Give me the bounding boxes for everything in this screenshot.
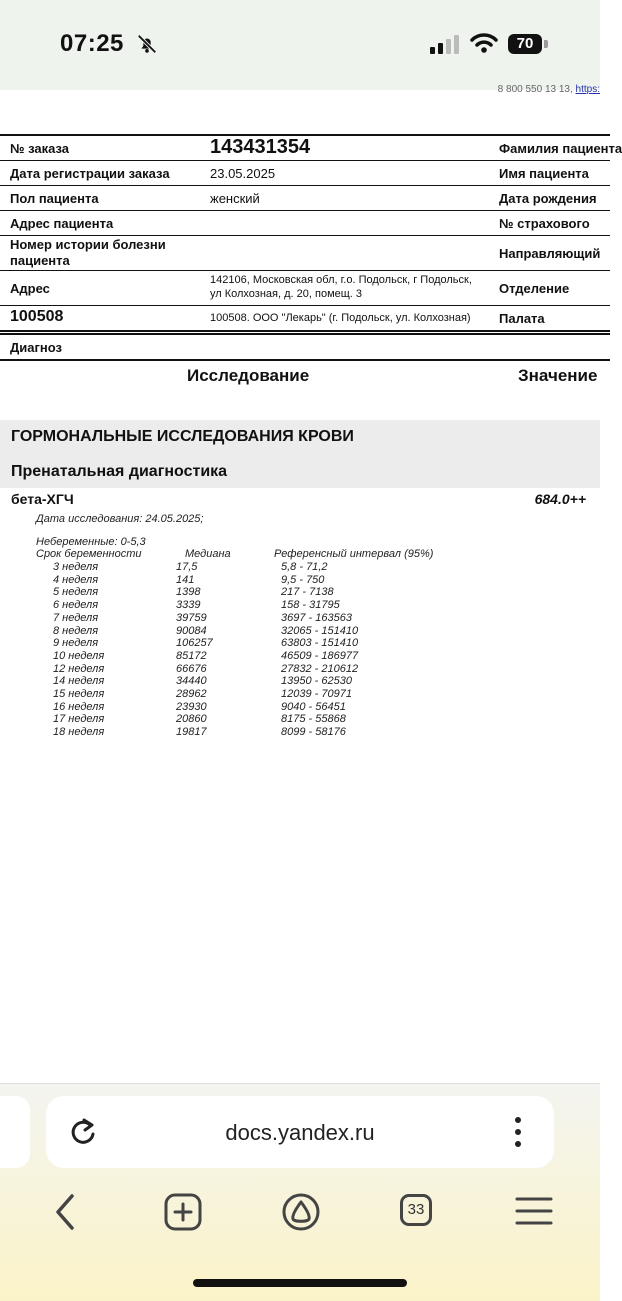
patient-address-label: Адрес пациента — [10, 216, 114, 231]
col-range-header: Референсный интервал (95%) — [274, 548, 434, 560]
ref-term: 16 неделя — [53, 700, 105, 713]
address-line-1: 142106, Московская обл, г.о. Подольск, г Подольск, — [210, 274, 472, 286]
department-label: Отделение — [499, 281, 570, 296]
ref-term: 7 неделя — [53, 611, 99, 624]
ref-range: 3697 - 163563 — [281, 611, 352, 624]
non-pregnant-range: Небеременные: 0-5,3 — [36, 536, 146, 548]
ref-median: 90084 — [176, 624, 207, 637]
ref-term: 12 неделя — [53, 662, 105, 675]
diagnosis-row — [0, 333, 610, 361]
ref-term: 4 неделя — [53, 573, 99, 586]
birth-date-label: Дата рождения — [499, 191, 597, 206]
order-number-label: № заказа — [10, 141, 70, 156]
order-row — [0, 271, 610, 306]
ref-range: 32065 - 151410 — [281, 624, 359, 637]
study-date: Дата исследования: 24.05.2025; — [36, 513, 204, 525]
ref-median: 28962 — [176, 688, 207, 700]
ref-range: 217 - 7138 — [281, 586, 334, 599]
ref-term: 6 неделя — [53, 599, 99, 612]
ref-range: 8175 - 55868 — [281, 713, 346, 726]
reg-date: 23.05.2025 — [210, 166, 276, 181]
address-line-2: ул Колхозная, д. 20, помещ. 3 — [210, 288, 363, 300]
research-header: Исследование — [187, 366, 310, 385]
battery-indicator: 70 — [508, 34, 542, 54]
ref-median: 1398 — [176, 586, 201, 599]
diagnosis-label: Диагноз — [10, 340, 62, 355]
surname-label: Фамилия пациента — [499, 141, 622, 156]
reg-date-label: Дата регистрации заказа — [10, 166, 170, 181]
subgroup-title: Пренатальная диагностика — [11, 463, 228, 480]
ref-term: 15 неделя — [53, 688, 105, 700]
sex-value: женский — [210, 191, 260, 206]
ref-range: 158 - 31795 — [281, 599, 340, 612]
ref-term: 3 неделя — [53, 561, 99, 573]
bell-muted-icon — [136, 33, 158, 55]
ref-term: 8 неделя — [53, 624, 99, 637]
tabs-count-button[interactable]: 33 — [400, 1194, 432, 1226]
history-label-1: Номер истории болезни — [10, 237, 166, 252]
contact-phone: 8 800 550 13 13, — [497, 84, 573, 95]
status-bar — [0, 0, 600, 90]
order-info-table — [0, 134, 622, 332]
alice-assistant-icon[interactable] — [281, 1192, 321, 1232]
order-row — [0, 306, 610, 330]
ref-term: 5 неделя — [53, 586, 99, 599]
order-row — [0, 136, 622, 161]
test-value: 684.0++ — [534, 491, 586, 507]
ref-median: 20860 — [176, 713, 207, 726]
col-median-header: Медиана — [185, 548, 231, 560]
subgroup-band — [0, 454, 600, 488]
order-row — [0, 161, 610, 186]
ref-term: 18 неделя — [53, 726, 105, 739]
history-label-2: пациента — [10, 253, 70, 268]
back-icon[interactable] — [50, 1190, 80, 1234]
home-indicator — [193, 1279, 407, 1287]
ref-median: 23930 — [176, 700, 207, 713]
ref-median: 17,5 — [176, 561, 198, 573]
clinic-code: 100508 — [10, 308, 64, 325]
clock: 07:25 — [60, 30, 124, 57]
order-row — [0, 211, 610, 236]
ref-range: 63803 - 151410 — [281, 637, 359, 650]
clinic-name: 100508. ООО "Лекарь" (г. Подольск, ул. Колхозная) — [210, 312, 471, 324]
ref-range: 5,8 - 71,2 — [281, 561, 328, 573]
contact-line — [498, 84, 600, 95]
order-number: 143431354 — [210, 136, 311, 158]
test-name: бета-ХГЧ — [11, 491, 74, 507]
ref-range: 27832 - 210612 — [281, 662, 359, 675]
order-row — [0, 236, 610, 271]
ref-median: 106257 — [176, 637, 213, 650]
ref-range: 46509 - 186977 — [281, 649, 359, 662]
ref-term: 10 неделя — [53, 649, 105, 662]
ref-range: 13950 - 62530 — [281, 675, 352, 688]
ref-range: 9040 - 56451 — [281, 700, 346, 713]
ref-range: 8099 - 58176 — [281, 726, 346, 739]
ref-median: 141 — [176, 573, 195, 586]
insurance-label: № страхового — [499, 216, 590, 231]
address-label: Адрес — [10, 281, 50, 296]
ref-median: 34440 — [176, 675, 207, 688]
ref-median: 66676 — [176, 662, 207, 675]
ref-median: 3339 — [176, 599, 201, 612]
ref-median: 39759 — [176, 611, 207, 624]
cellular-signal-icon — [430, 34, 460, 54]
wifi-icon — [470, 32, 498, 54]
referrer-label: Направляющий — [499, 246, 601, 261]
contact-link[interactable]: https: — [575, 84, 600, 95]
ref-term: 9 неделя — [53, 637, 99, 650]
col-term-header: Срок беременности — [36, 548, 142, 560]
new-tab-icon[interactable] — [164, 1193, 202, 1231]
ref-range: 12039 - 70971 — [281, 688, 352, 700]
hamburger-menu-icon[interactable] — [515, 1195, 553, 1227]
sex-label: Пол пациента — [10, 191, 99, 206]
group-band — [0, 420, 600, 454]
ward-label: Палата — [499, 311, 545, 326]
url-text[interactable]: docs.yandex.ru — [225, 1120, 375, 1145]
battery-tip — [544, 40, 548, 48]
ref-median: 19817 — [176, 726, 207, 739]
ref-term: 14 неделя — [53, 675, 105, 688]
group-title: ГОРМОНАЛЬНЫЕ ИССЛЕДОВАНИЯ КРОВИ — [11, 428, 354, 445]
ref-median: 85172 — [176, 649, 207, 662]
first-name-label: Имя пациента — [499, 166, 589, 181]
ref-range: 9,5 - 750 — [281, 573, 325, 586]
order-row — [0, 186, 610, 211]
ref-term: 17 неделя — [53, 713, 105, 726]
value-header: Значение — [518, 366, 598, 385]
more-menu-icon[interactable] — [508, 1116, 528, 1148]
